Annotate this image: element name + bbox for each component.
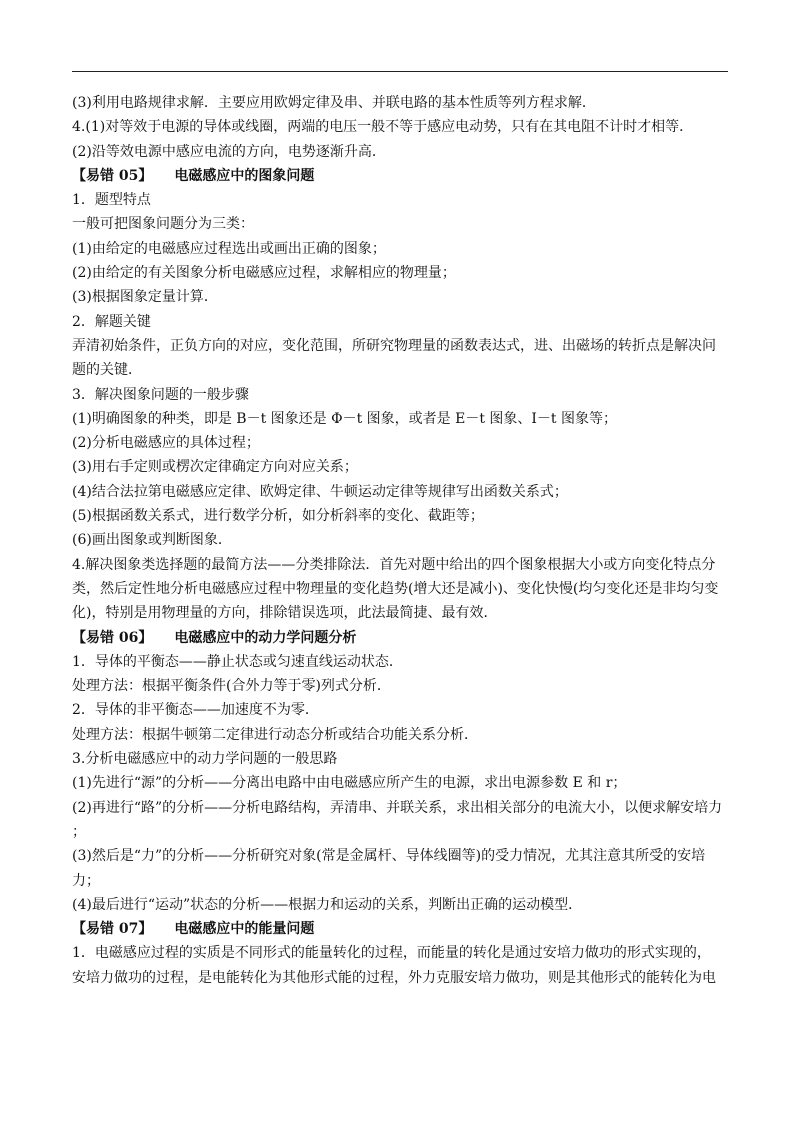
text-line: 题的关键． xyxy=(72,362,142,379)
section-heading xyxy=(72,164,728,188)
text-line: 4.(1)对等效于电源的导体或线圈，两端的电压一般不等于感应电动势，只有在其电阻不计时才相等． xyxy=(72,119,694,136)
text-line: ； xyxy=(72,823,86,840)
text-line: 力； xyxy=(72,872,100,889)
text-line: 处理方法：根据牛顿第二定律进行动态分析或结合功能关系分析． xyxy=(72,726,478,743)
text-line: (3)然后是“力”的分析——分析研究对象(常是金属杆、导体线圈等)的受力情况，尤其注意其所受的安培 xyxy=(72,848,706,865)
document-body xyxy=(72,91,728,990)
text-line: 弄清初始条件，正负方向的对应，变化范围，所研究物理量的函数表达式，进、出磁场的转折点是解决问 xyxy=(72,337,716,354)
section-tag: 【易错 05】 xyxy=(72,167,153,184)
text-line: (1)明确图象的种类，即是 B－t 图象还是 Φ－t 图象，或者是 E－t 图象、I－t 图象等； xyxy=(72,410,618,427)
section-tag: 【易错 06】 xyxy=(72,629,153,646)
text-line: 1．导体的平衡态——静止状态或匀速直线运动状态． xyxy=(72,653,403,670)
text-line: (1)由给定的电磁感应过程选出或画出正确的图象； xyxy=(72,240,386,257)
text-line: (3)用右手定则或楞次定律确定方向对应关系； xyxy=(72,459,358,476)
text-line: (2)由给定的有关图象分析电磁感应过程，求解相应的物理量； xyxy=(72,265,456,282)
text-line: (4)结合法拉第电磁感应定律、欧姆定律、牛顿运动定律等规律写出函数关系式； xyxy=(72,483,568,500)
section-title: 电磁感应中的动力学问题分析 xyxy=(174,629,357,646)
text-line: (3)利用电路规律求解．主要应用欧姆定律及串、并联电路的基本性质等列方程求解． xyxy=(72,95,596,111)
section-heading xyxy=(72,626,728,650)
text-line: 处理方法：根据平衡条件(合外力等于零)列式分析． xyxy=(72,678,391,695)
text-line: (2)分析电磁感应的具体过程； xyxy=(72,435,260,452)
text-line: 1．电磁感应过程的实质是不同形式的能量转化的过程，而能量的转化是通过安培力做功的形式实现的， xyxy=(72,945,711,962)
text-line: 2．导体的非平衡态——加速度不为零． xyxy=(72,702,319,719)
section-tag: 【易错 07】 xyxy=(72,921,153,938)
text-line: 4.解决图象类选择题的最简方法——分类排除法．首先对题中给出的四个图象根据大小或方向变化特点分 xyxy=(72,556,716,573)
text-line: (3)根据图象定量计算． xyxy=(72,289,218,306)
text-line: (2)沿等效电源中感应电流的方向，电势逐渐升高． xyxy=(72,143,386,160)
text-line: 2．解题关键 xyxy=(72,313,151,330)
text-line: 3．解决图象问题的一般步骤 xyxy=(72,386,249,403)
header-rule xyxy=(72,71,728,72)
text-line: 3.分析电磁感应中的动力学问题的一般思路 xyxy=(72,751,338,768)
text-line: 类，然后定性地分析电磁感应过程中物理量的变化趋势(增大还是减小)、变化快慢(均匀变化还是非均匀变 xyxy=(72,580,719,597)
text-line: (4)最后进行“运动”状态的分析——根据力和运动的关系，判断出正确的运动模型． xyxy=(72,896,583,913)
text-line: 化)，特别是用物理量的方向，排除错误选项，此法最简捷、最有效． xyxy=(72,605,498,622)
text-line: (5)根据函数关系式，进行数学分析，如分析斜率的变化、截距等； xyxy=(72,508,484,525)
text-line: (1)先进行“源”的分析——分离出电路中由电磁感应所产生的电源，求出电源参数 E 和 r； xyxy=(72,775,627,792)
text-line: 一般可把图象问题分为三类： xyxy=(72,216,254,233)
section-title: 电磁感应中的图象问题 xyxy=(174,167,315,184)
text-line: 安培力做功的过程，是电能转化为其他形式能的过程，外力克服安培力做功，则是其他形式的能转化为电 xyxy=(72,969,716,986)
text-line: 1．题型特点 xyxy=(72,192,151,209)
text-line: (2)再进行“路”的分析——分析电路结构，弄清串、并联关系，求出相关部分的电流大小，以便求解安培力 xyxy=(72,799,723,816)
text-line: (6)画出图象或判断图象． xyxy=(72,532,232,549)
section-heading xyxy=(72,917,728,941)
section-title: 电磁感应中的能量问题 xyxy=(174,921,315,938)
